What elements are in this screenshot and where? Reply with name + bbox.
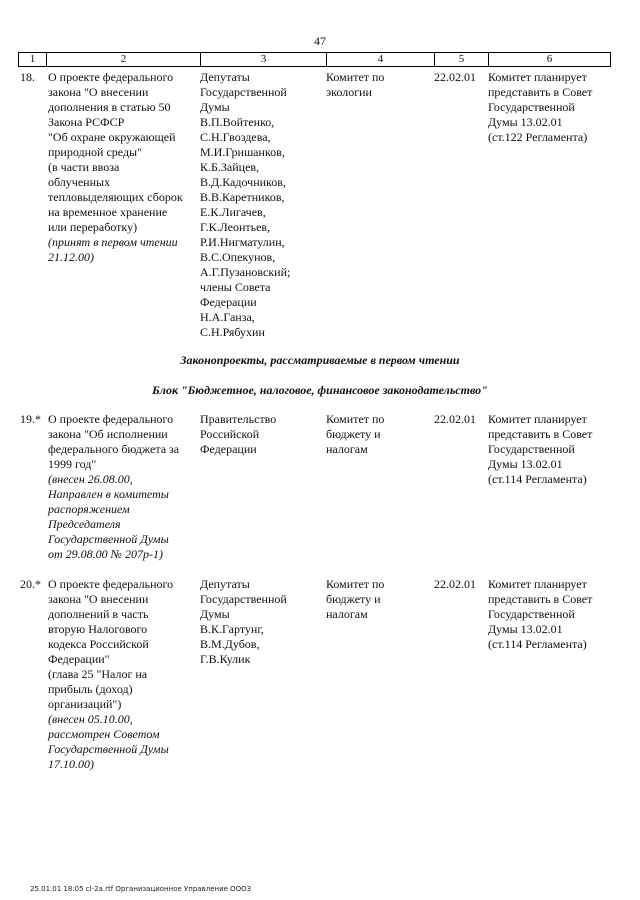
bill-title-line: закона "Об исполнении	[48, 427, 168, 441]
row-number: 18.	[20, 70, 35, 84]
author-line: Думы	[200, 100, 230, 114]
committee-line: бюджету и	[326, 592, 381, 606]
bill-note-line: 21.12.00)	[48, 250, 94, 264]
bill-note-line: 17.10.00)	[48, 757, 94, 771]
plan-line: (ст.114 Регламента)	[488, 472, 587, 486]
plan-line: (ст.122 Регламента)	[488, 130, 588, 144]
author-line: А.Г.Пузановский;	[200, 265, 291, 279]
committee-line: Комитет по	[326, 577, 385, 591]
plan-line: Комитет планирует	[488, 70, 587, 84]
author-line: В.К.Гартунг,	[200, 622, 264, 636]
author-line: С.Н.Гвоздева,	[200, 130, 271, 144]
column-header-6: 6	[489, 53, 611, 67]
bill-title-line: "Об охране окружающей	[48, 130, 176, 144]
author-line: Правительство	[200, 412, 277, 426]
author-line: В.Д.Кадочников,	[200, 175, 286, 189]
bill-note-line: Председателя	[48, 517, 121, 531]
column-header-table	[18, 52, 611, 67]
bill-note-line: Направлен в комитеты	[48, 487, 169, 501]
plan-line: представить в Совет	[488, 85, 593, 99]
bill-committee	[326, 577, 426, 622]
column-header-2: 2	[47, 53, 201, 67]
column-header-1: 1	[19, 53, 47, 67]
plan-line: (ст.114 Регламента)	[488, 637, 587, 651]
bill-title-line: Федерации"	[48, 652, 110, 666]
author-line: Е.К.Лигачев,	[200, 205, 266, 219]
author-line: Н.А.Ганза,	[200, 310, 255, 324]
author-line: Думы	[200, 607, 230, 621]
author-line: В.В.Каретников,	[200, 190, 285, 204]
bill-committee	[326, 412, 426, 457]
plan-line: Комитет планирует	[488, 412, 587, 426]
author-line: Г.К.Леонтьев,	[200, 220, 271, 234]
bill-note-line: распоряжением	[48, 502, 130, 516]
bill-title-line: закона "О внесении	[48, 592, 149, 606]
bill-title-line: дополнений в часть	[48, 607, 149, 621]
author-line: В.М.Дубов,	[200, 637, 260, 651]
bill-note-line: от 29.08.00 № 207р-1)	[48, 547, 163, 561]
author-line: С.Н.Рябухин	[200, 325, 265, 339]
author-line: Государственной	[200, 85, 287, 99]
committee-line: налогам	[326, 442, 368, 456]
bill-title-line: дополнения в статью 50	[48, 100, 171, 114]
row-number: 20.*	[20, 577, 41, 591]
bill-note-line: (внесен 26.08.00,	[48, 472, 133, 486]
author-line: Федерации	[200, 295, 257, 309]
author-line: Р.И.Нигматулин,	[200, 235, 285, 249]
bill-title-line: на временное хранение	[48, 205, 168, 219]
author-line: Российской	[200, 427, 260, 441]
document-footer: 25.01.01 18:05 cl-2a.rtf Организационное Управление ОООЗ	[30, 885, 252, 893]
committee-line: экологии	[326, 85, 372, 99]
bill-title-line: (глава 25 "Налог на	[48, 667, 148, 681]
bill-title	[48, 412, 198, 562]
author-line: Государственной	[200, 592, 287, 606]
column-header-5: 5	[435, 53, 489, 67]
bill-title-line: прибыль (доход)	[48, 682, 133, 696]
bill-authors	[200, 70, 318, 340]
column-header-4: 4	[327, 53, 435, 67]
block-heading: Блок "Бюджетное, налоговое, финансовое законодательство"	[152, 383, 488, 397]
plan-line: Думы 13.02.01	[488, 115, 563, 129]
bill-title-line: кодекса Российской	[48, 637, 149, 651]
bill-plan	[488, 577, 606, 652]
author-line: Депутаты	[200, 577, 250, 591]
bill-title-line: О проекте федерального	[48, 70, 174, 84]
plan-line: Государственной	[488, 442, 575, 456]
plan-line: Комитет планирует	[488, 577, 587, 591]
author-line: Депутаты	[200, 70, 250, 84]
plan-line: представить в Совет	[488, 427, 593, 441]
bill-date: 22.02.01	[434, 577, 476, 591]
bill-note-line: рассмотрен Советом	[48, 727, 160, 741]
author-line: В.П.Войтенко,	[200, 115, 275, 129]
bill-title-line: О проекте федерального	[48, 412, 174, 426]
bill-note-line: Государственной Думы	[48, 532, 169, 546]
bill-title-line: закона "О внесении	[48, 85, 149, 99]
committee-line: бюджету и	[326, 427, 381, 441]
bill-date: 22.02.01	[434, 412, 476, 426]
plan-line: представить в Совет	[488, 592, 593, 606]
page-number: 47	[314, 34, 326, 48]
bill-title-line: вторую Налогового	[48, 622, 148, 636]
committee-line: налогам	[326, 607, 368, 621]
bill-authors	[200, 412, 318, 457]
plan-line: Государственной	[488, 607, 575, 621]
bill-authors	[200, 577, 318, 667]
row-number: 19.*	[20, 412, 41, 426]
section-heading: Законопроекты, рассматриваемые в первом чтении	[180, 353, 460, 367]
bill-plan	[488, 70, 606, 145]
plan-line: Думы 13.02.01	[488, 457, 563, 471]
bill-title-line: (в части ввоза	[48, 160, 120, 174]
bill-title-line: федерального бюджета за	[48, 442, 180, 456]
bill-title-line: облученных	[48, 175, 111, 189]
bill-title-line: природной среды"	[48, 145, 143, 159]
committee-line: Комитет по	[326, 412, 385, 426]
plan-line: Государственной	[488, 100, 575, 114]
bill-title-line: О проекте федерального	[48, 577, 174, 591]
bill-title	[48, 70, 198, 265]
bill-title-line: или переработку)	[48, 220, 138, 234]
bill-title-line: 1999 год"	[48, 457, 97, 471]
author-line: члены Совета	[200, 280, 271, 294]
bill-title	[48, 577, 198, 772]
author-line: Федерации	[200, 442, 257, 456]
committee-line: Комитет по	[326, 70, 385, 84]
plan-line: Думы 13.02.01	[488, 622, 563, 636]
author-line: К.Б.Зайцев,	[200, 160, 260, 174]
bill-note-line: (принят в первом чтении	[48, 235, 178, 249]
author-line: Г.В.Кулик	[200, 652, 251, 666]
bill-date: 22.02.01	[434, 70, 476, 84]
column-header-3: 3	[201, 53, 327, 67]
author-line: В.С.Опекунов,	[200, 250, 276, 264]
bill-note-line: (внесен 05.10.00,	[48, 712, 133, 726]
bill-plan	[488, 412, 606, 487]
bill-committee	[326, 70, 426, 100]
bill-title-line: Закона РСФСР	[48, 115, 125, 129]
bill-title-line: тепловыделяющих сборок	[48, 190, 183, 204]
bill-note-line: Государственной Думы	[48, 742, 169, 756]
author-line: М.И.Гришанков,	[200, 145, 285, 159]
bill-title-line: организаций")	[48, 697, 122, 711]
